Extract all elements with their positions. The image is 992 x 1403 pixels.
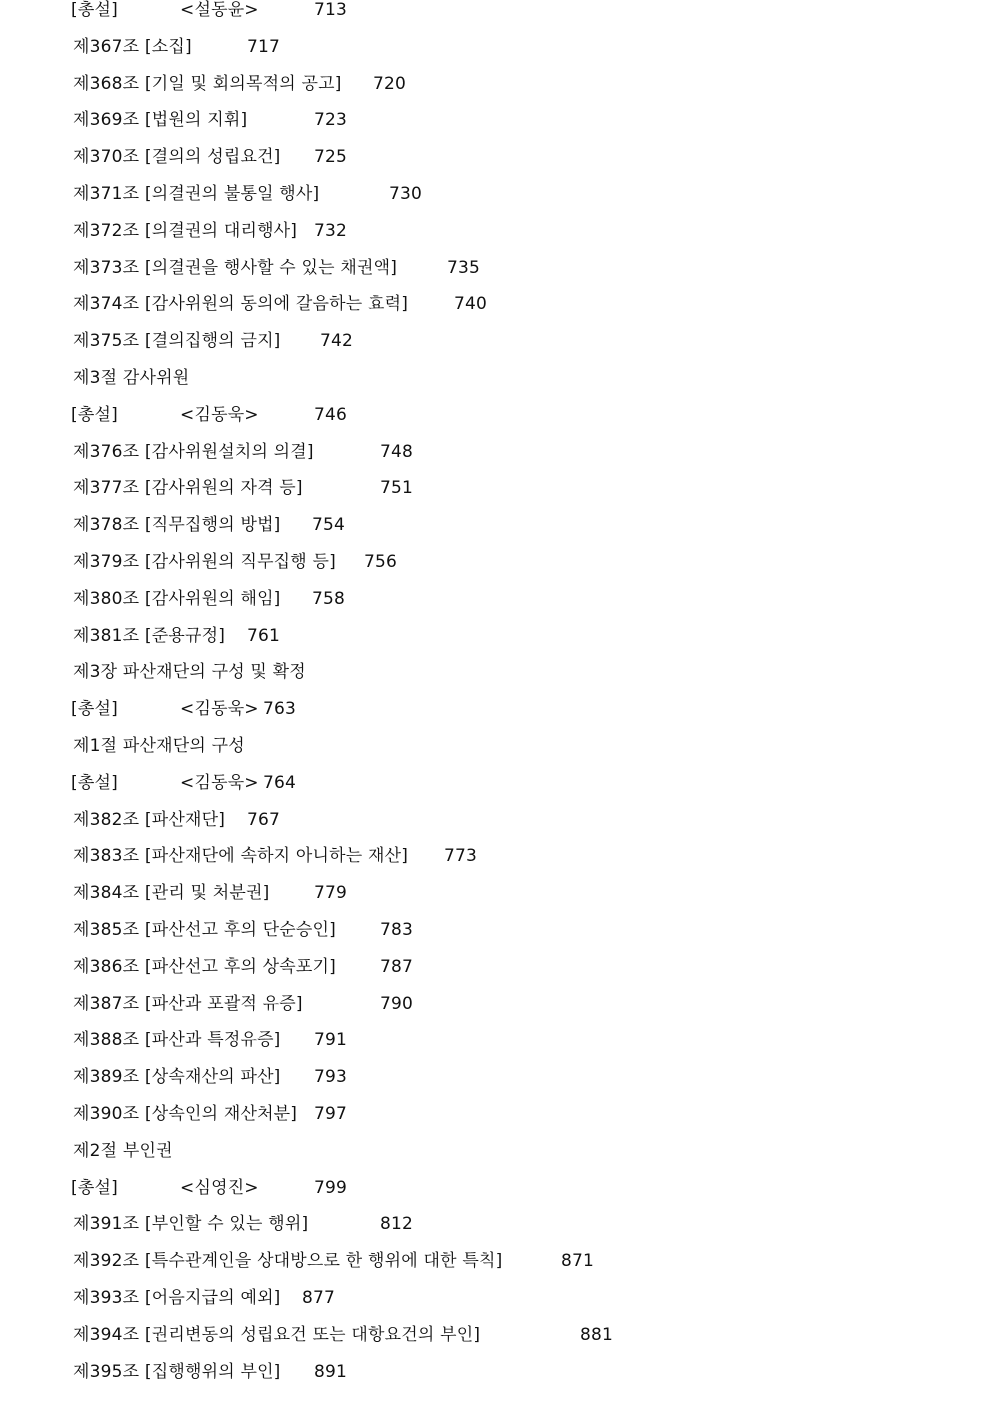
toc-entry-title: 제386조 [파산선고 후의 상속포기] (73, 956, 336, 977)
toc-entry-page-number: 773 (444, 846, 478, 867)
toc-article-entry (0, 72, 992, 96)
toc-article-entry (0, 256, 992, 280)
toc-article-entry (0, 1065, 992, 1089)
toc-entry-title: 제389조 [상속재산의 파산] (73, 1067, 281, 1088)
toc-entry-page-number: 713 (314, 0, 348, 20)
toc-entry-title: 제393조 [어음지급의 예외] (73, 1288, 281, 1308)
toc-article-entry (0, 513, 992, 537)
toc-entry-title: 제392조 [특수관계인을 상대방으로 한 행위에 대한 특칙] (73, 1251, 503, 1272)
toc-summary-entry (0, 0, 992, 22)
toc-entry-title: [총설] (71, 1177, 118, 1198)
toc-entry-page-number: 783 (380, 920, 414, 940)
toc-article-entry (0, 1249, 992, 1273)
toc-entry-title: 제368조 [기일 및 회의목적의 공고] (73, 73, 342, 94)
toc-entry-page-number: 799 (314, 1177, 348, 1198)
toc-entry-title: 제391조 [부인할 수 있는 행위] (73, 1214, 309, 1235)
toc-summary-entry (0, 1176, 992, 1200)
toc-entry-title: 제395조 [집행행위의 부인] (73, 1361, 281, 1382)
toc-entry-title: 제2절 부인권 (73, 1140, 173, 1161)
toc-entry-author: <설동윤> (180, 0, 259, 20)
toc-entry-title: 제388조 [파산과 특정유증] (73, 1030, 281, 1051)
toc-entry-title: [총설] (71, 0, 118, 20)
toc-entry-author: <김동욱> (180, 699, 259, 720)
toc-entry-page-number: 732 (314, 220, 348, 241)
toc-article-entry (0, 918, 992, 942)
toc-article-entry (0, 808, 992, 832)
toc-article-entry (0, 35, 992, 59)
toc-entry-title: [총설] (71, 404, 118, 425)
toc-article-entry (0, 440, 992, 464)
toc-entry-title: 제367조 [소집] (73, 36, 192, 57)
toc-entry-page-number: 761 (247, 625, 281, 646)
toc-article-entry (0, 329, 992, 353)
toc-entry-page-number: 764 (263, 772, 297, 793)
toc-entry-page-number: 742 (320, 331, 354, 352)
toc-article-entry (0, 182, 992, 206)
toc-entry-title: 제379조 [감사위원의 직무집행 등] (73, 552, 336, 572)
toc-article-entry (0, 292, 992, 316)
toc-article-entry (0, 844, 992, 868)
toc-entry-author: <김동욱> (180, 404, 259, 425)
toc-entry-title: 제394조 [권리변동의 성립요건 또는 대항요건의 부인] (73, 1324, 481, 1345)
toc-entry-page-number: 790 (380, 993, 414, 1014)
toc-entry-page-number: 763 (263, 699, 297, 720)
toc-section-heading (0, 366, 992, 390)
toc-entry-page-number: 723 (314, 110, 348, 131)
toc-section-heading (0, 734, 992, 758)
toc-entry-title: 제3절 감사위원 (73, 368, 190, 388)
toc-entry-title: 제380조 [감사위원의 해임] (73, 588, 281, 609)
toc-article-entry (0, 476, 992, 500)
toc-entry-page-number: 754 (312, 515, 346, 536)
toc-entry-title: 제382조 [파산재단] (73, 809, 226, 830)
toc-entry-page-number: 787 (380, 956, 414, 977)
toc-entry-title: 제371조 [의결권의 불통일 행사] (73, 184, 320, 204)
toc-article-entry (0, 1212, 992, 1236)
toc-entry-page-number: 767 (247, 809, 281, 830)
toc-article-entry (0, 219, 992, 243)
toc-entry-title: 제376조 [감사위원설치의 의결] (73, 441, 314, 462)
toc-entry-title: 제373조 [의결권을 행사할 수 있는 채권액] (73, 257, 398, 278)
toc-article-entry (0, 881, 992, 905)
toc-entry-title: 제377조 [감사위원의 자격 등] (73, 478, 303, 499)
toc-entry-page-number: 891 (314, 1361, 348, 1382)
toc-article-entry (0, 624, 992, 648)
toc-entry-title: 제369조 [법원의 지휘] (73, 110, 248, 131)
toc-entry-page-number: 877 (302, 1288, 336, 1308)
toc-entry-page-number: 717 (247, 36, 281, 57)
toc-entry-title: 제1절 파산재단의 구성 (73, 736, 245, 756)
toc-entry-title: 제384조 [관리 및 처분권] (73, 883, 270, 904)
toc-entry-page-number: 881 (580, 1324, 614, 1345)
toc-entry-page-number: 740 (454, 294, 488, 315)
toc-entry-author: <김동욱> (180, 772, 259, 793)
toc-article-entry (0, 145, 992, 169)
toc-entry-page-number: 748 (380, 441, 414, 462)
toc-entry-page-number: 797 (314, 1104, 348, 1124)
toc-entry-title: 제385조 [파산선고 후의 단순승인] (73, 920, 336, 940)
toc-entry-title: 제370조 [결의의 성립요건] (73, 147, 281, 168)
toc-entry-title: 제378조 [직무집행의 방법] (73, 515, 281, 536)
toc-entry-page-number: 758 (312, 588, 346, 609)
toc-entry-title: 제381조 [준용규정] (73, 625, 226, 646)
toc-article-entry (0, 1286, 992, 1310)
toc-summary-entry (0, 697, 992, 721)
toc-entry-page-number: 730 (389, 184, 423, 204)
toc-summary-entry (0, 403, 992, 427)
toc-entry-page-number: 751 (380, 478, 414, 499)
toc-entry-title: [총설] (71, 772, 118, 793)
toc-article-entry (0, 587, 992, 611)
toc-entry-page-number: 720 (373, 73, 407, 94)
toc-entry-page-number: 871 (561, 1251, 595, 1272)
toc-entry-title: 제383조 [파산재단에 속하지 아니하는 재산] (73, 846, 409, 867)
toc-entry-title: 제374조 [감사위원의 동의에 갈음하는 효력] (73, 294, 409, 315)
toc-article-entry (0, 1028, 992, 1052)
toc-summary-entry (0, 771, 992, 795)
toc-article-entry (0, 1102, 992, 1126)
toc-entry-title: 제390조 [상속인의 재산처분] (73, 1104, 298, 1124)
toc-article-entry (0, 1360, 992, 1384)
toc-entry-page-number: 791 (314, 1030, 348, 1051)
toc-entry-page-number: 793 (314, 1067, 348, 1088)
toc-entry-page-number: 735 (447, 257, 481, 278)
toc-entry-title: 제3장 파산재단의 구성 및 확정 (73, 662, 306, 683)
toc-article-entry (0, 108, 992, 132)
toc-entry-title: 제387조 [파산과 포괄적 유증] (73, 993, 303, 1014)
toc-entry-page-number: 746 (314, 404, 348, 425)
toc-article-entry (0, 550, 992, 574)
toc-section-heading (0, 660, 992, 684)
toc-article-entry (0, 955, 992, 979)
toc-entry-title: 제375조 [결의집행의 금지] (73, 331, 281, 352)
toc-entry-author: <심영진> (180, 1177, 259, 1198)
toc-entry-page-number: 779 (314, 883, 348, 904)
toc-section-heading (0, 1139, 992, 1163)
toc-article-entry (0, 992, 992, 1016)
toc-entry-title: [총설] (71, 699, 118, 720)
toc-article-entry (0, 1323, 992, 1347)
toc-entry-page-number: 812 (380, 1214, 414, 1235)
toc-entry-title: 제372조 [의결권의 대리행사] (73, 220, 298, 241)
toc-entry-page-number: 725 (314, 147, 348, 168)
toc-entry-page-number: 756 (364, 552, 398, 572)
